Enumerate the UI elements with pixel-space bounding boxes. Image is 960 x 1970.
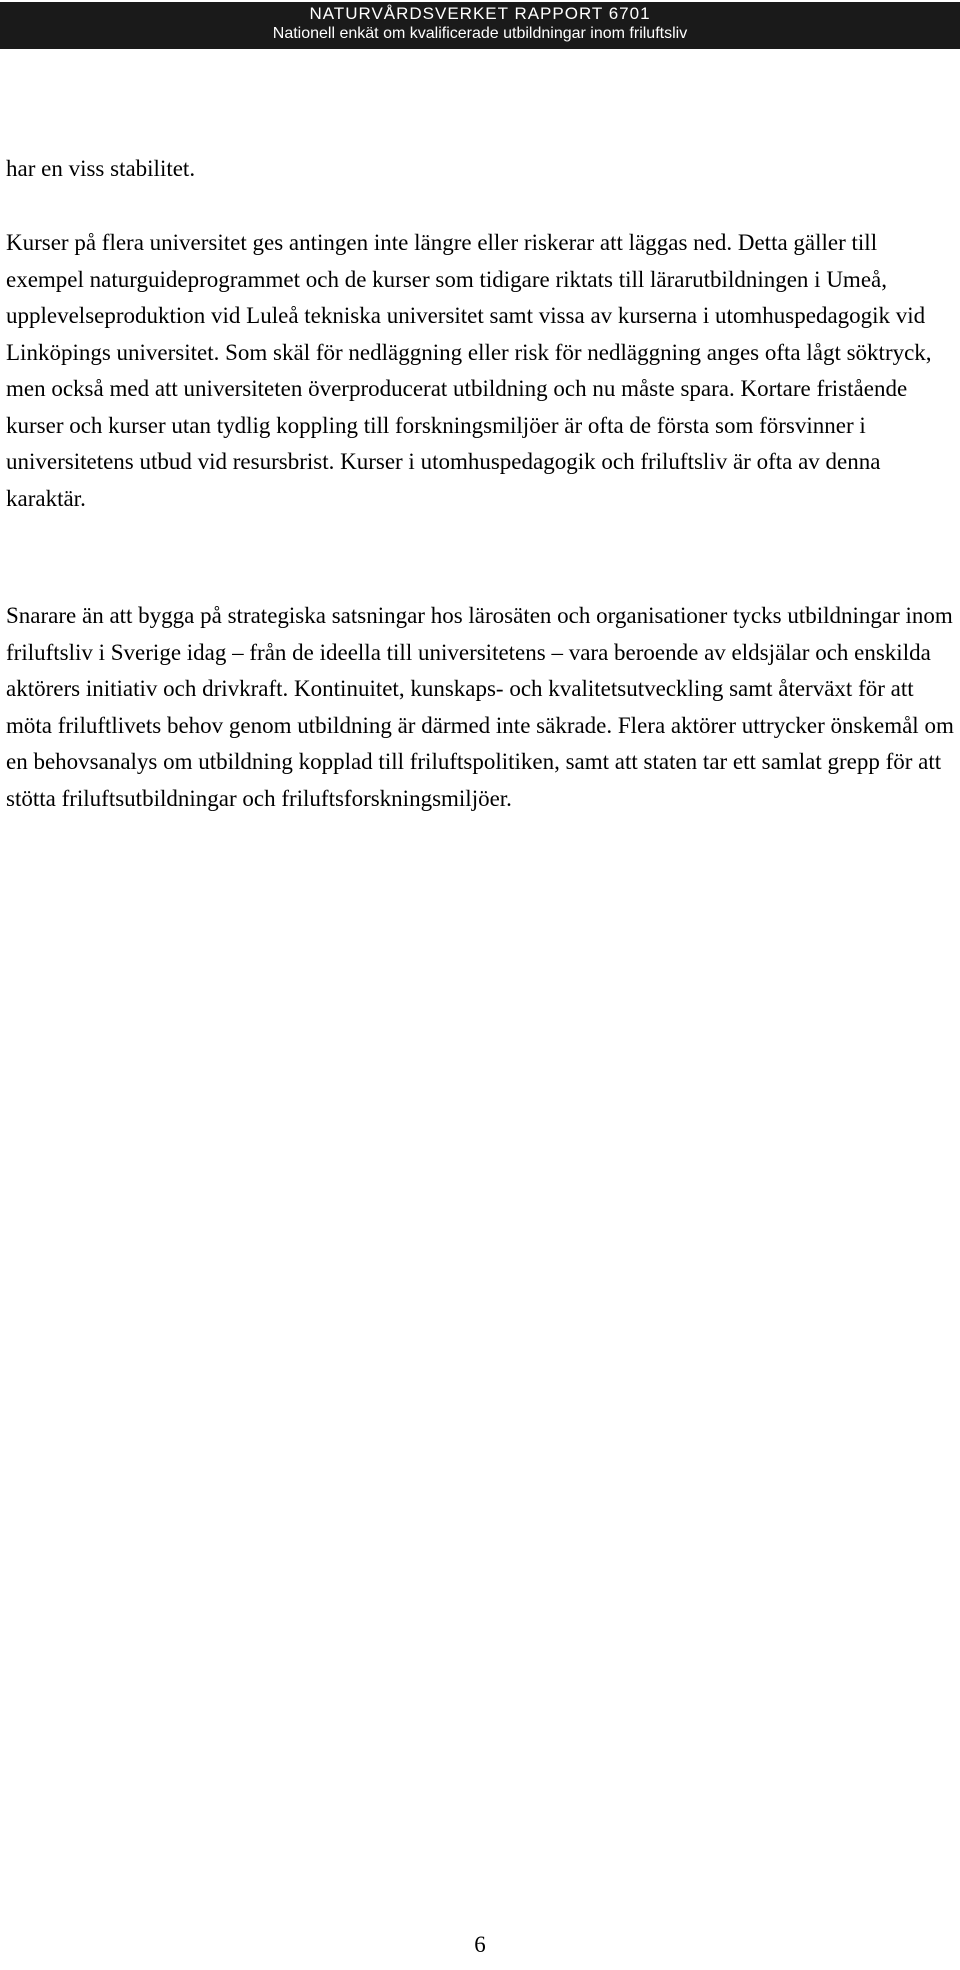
report-title: NATURVÅRDSVERKET RAPPORT 6701	[309, 4, 651, 23]
paragraph-course-closures: Kurser på flera universitet ges antingen inte längre eller riskerar att läggas ned. Detta gäller till exempel naturguideprogrammet och de kurser som tidigare riktats till lärarutbildningen i Umeå, upplevelseproduktion vid Luleå tekniska universitet samt vissa av kurserna i utomhuspedagogik vid Linköpings universitet. Som skäl för nedläggning eller risk för nedläggning anges ofta lågt söktryck, men också med att universiteten överproducerat utbildning och nu måste spara. Kortare fristående kurser och kurser utan tydlig koppling till forskningsmiljöer är ofta de första som försvinner i universitetens utbud vid resursbrist. Kurser i utomhuspedagogik och friluftsliv är ofta av denna karaktär.	[6, 230, 932, 511]
page-header	[0, 2, 960, 49]
paragraph-continuation: har en viss stabilitet.	[6, 156, 196, 181]
paragraph-dependence-on-enthusiasts: Snarare än att bygga på strategiska satsningar hos lärosäten och organisationer tycks utbildningar inom friluftsliv i Sverige idag – från de ideella till universitetens – vara beroende av eldsjälar och enskilda aktörers initiativ och drivkraft. Kontinuitet, kunskaps- och kvalitetsutveckling samt återväxt för att möta friluftlivets behov genom utbildning är därmed inte säkrade. Flera aktörer uttrycker önskemål om en behovsanalys om utbildning kopplad till friluftspolitiken, samt att staten tar ett samlat grepp för att stötta friluftsutbildningar och friluftsforskningsmiljöer.	[6, 603, 954, 811]
page-number: 6	[474, 1932, 486, 1957]
report-subtitle: Nationell enkät om kvalificerade utbildningar inom friluftsliv	[272, 25, 688, 42]
